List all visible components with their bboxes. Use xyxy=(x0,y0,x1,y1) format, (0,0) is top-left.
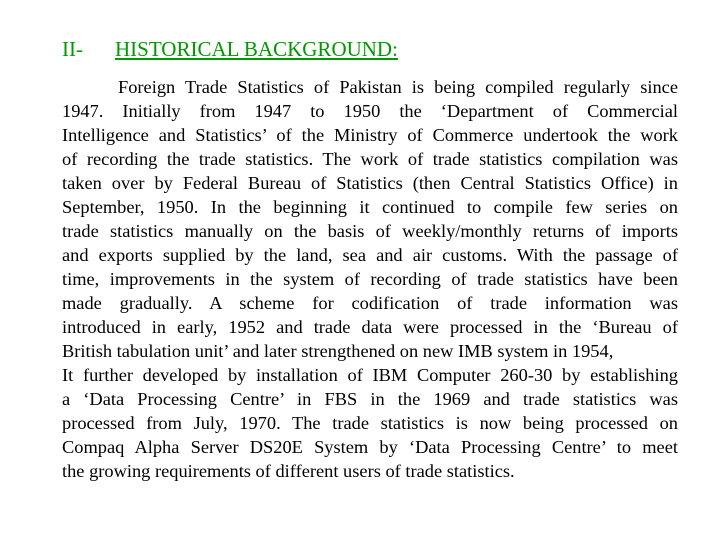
paragraph-line: taken over by Federal Bureau of Statistics (then Central Statistics Office) in xyxy=(62,173,678,193)
paragraph-line: trade statistics manually on the basis of weekly/monthly returns of imports xyxy=(62,221,678,241)
section-heading xyxy=(62,35,398,63)
paragraph-line: made gradually. A scheme for codification of trade information was xyxy=(62,293,678,313)
paragraph-line: a ‘Data Processing Centre’ in FBS in the 1969 and trade statistics was xyxy=(62,389,678,409)
paragraph-line: Intelligence and Statistics’ of the Ministry of Commerce undertook the work xyxy=(62,125,678,145)
section-title: HISTORICAL BACKGROUND: xyxy=(115,37,398,61)
paragraph-line: 1947. Initially from 1947 to 1950 the ‘Department of Commercial xyxy=(62,101,678,121)
paragraph-line: September, 1950. In the beginning it continued to compile few series on xyxy=(62,197,678,217)
paragraph-line: introduced in early, 1952 and trade data were processed in the ‘Bureau of xyxy=(62,317,678,337)
paragraph-line: Foreign Trade Statistics of Pakistan is being compiled regularly since xyxy=(118,77,678,97)
paragraph-line: British tabulation unit’ and later strengthened on new IMB system in 1954, xyxy=(62,341,614,361)
section-number: II- xyxy=(62,37,83,61)
paragraph-line: and exports supplied by the land, sea and air customs. With the passage of xyxy=(62,245,678,265)
paragraph-line: the growing requirements of different users of trade statistics. xyxy=(62,461,515,481)
paragraph-line: It further developed by installation of IBM Computer 260-30 by establishing xyxy=(62,365,678,385)
paragraph-line: Compaq Alpha Server DS20E System by ‘Data Processing Centre’ to meet xyxy=(62,437,678,457)
paragraph-line: time, improvements in the system of recording of trade statistics have been xyxy=(62,269,678,289)
body-paragraph xyxy=(62,75,678,483)
paragraph-line: of recording the trade statistics. The work of trade statistics compilation was xyxy=(62,149,678,169)
paragraph-line: processed from July, 1970. The trade statistics is now being processed on xyxy=(62,413,678,433)
